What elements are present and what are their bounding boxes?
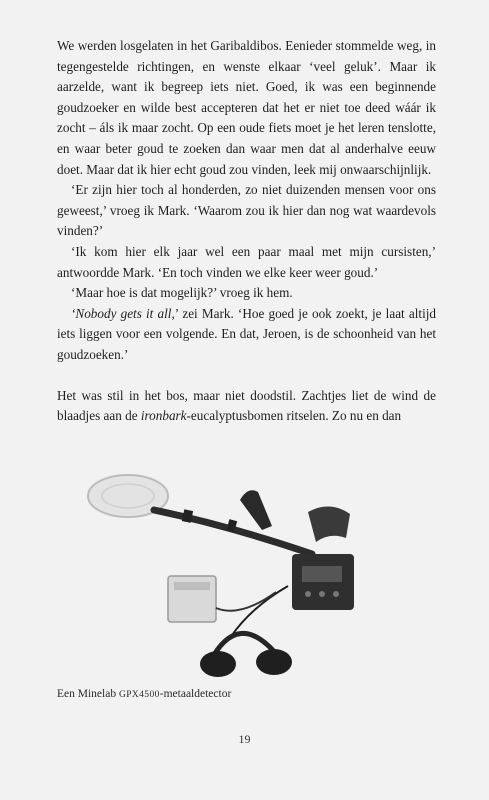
page-number: 19 (238, 732, 251, 746)
caption-model: GPX4500 (118, 690, 160, 700)
headphone-left-cup (200, 651, 236, 677)
paragraph-5: ‘Nobody gets it all,’ zei Mark. ‘Hoe goed je ook zoekt, je laat altijd iets liggen voor een volgende. En dat, Jeroen, is de schoonheid van het goudzoeken.’ (57, 305, 436, 362)
paragraph-1: We werden losgelaten in het Garibaldibos. Eenieder stommelde weg, in tegengestelde richtingen, en wenste elkaar ‘veel geluk’. Maar ik aarzelde, want ik begreep iets niet. Goed, ik was een beginnende goudzoeker en wilde best accepteren dat het er niet toe deed wáár ik zocht – áls ik maar zocht. Op een oude fiets moet je het leren tenslotte, en waar beter goud te zoeken dan waar men dat al anderhalve eeuw doet. Maar dat ik hier echt goud zou vinden, leek mij onwaarschijnlijk. (57, 38, 436, 177)
italic-quote: ‘Nobody gets it all, (71, 305, 175, 321)
figure-caption: Een Minelab GPX4500-metaaldetector (57, 688, 232, 700)
detector-shaft (154, 510, 312, 554)
body-text (57, 36, 436, 427)
italic-term: ironbark (140, 408, 187, 424)
headphone-right-cup (256, 649, 292, 675)
paragraph-6: Het was stil in het bos, maar niet doodstil. Zachtjes liet de wind de blaadjes aan de ironbark-eucalyptusbomen ritselen. Zo nu en dan (57, 387, 436, 424)
paragraph-2: ‘Er zijn hier toch al honderden, zo niet duizenden mensen voor ons geweest,’ vroeg ik Mark. ‘Waarom zou ik hier dan nog wat waardevols vinden?’ (57, 182, 436, 239)
arm-cuff (308, 506, 350, 542)
paragraph-4: ‘Maar hoe is dat mogelijk?’ vroeg ik hem. (71, 285, 293, 301)
metal-detector-illustration (80, 458, 380, 688)
paragraph-3: ‘Ik kom hier elk jaar wel een paar maal met mijn cursisten,’ antwoordde Mark. ‘En toch vinden we elke keer weer goud.’ (57, 243, 436, 280)
section-spacer (57, 366, 436, 386)
metal-detector-photo (80, 458, 380, 688)
detector-handle (240, 490, 272, 530)
